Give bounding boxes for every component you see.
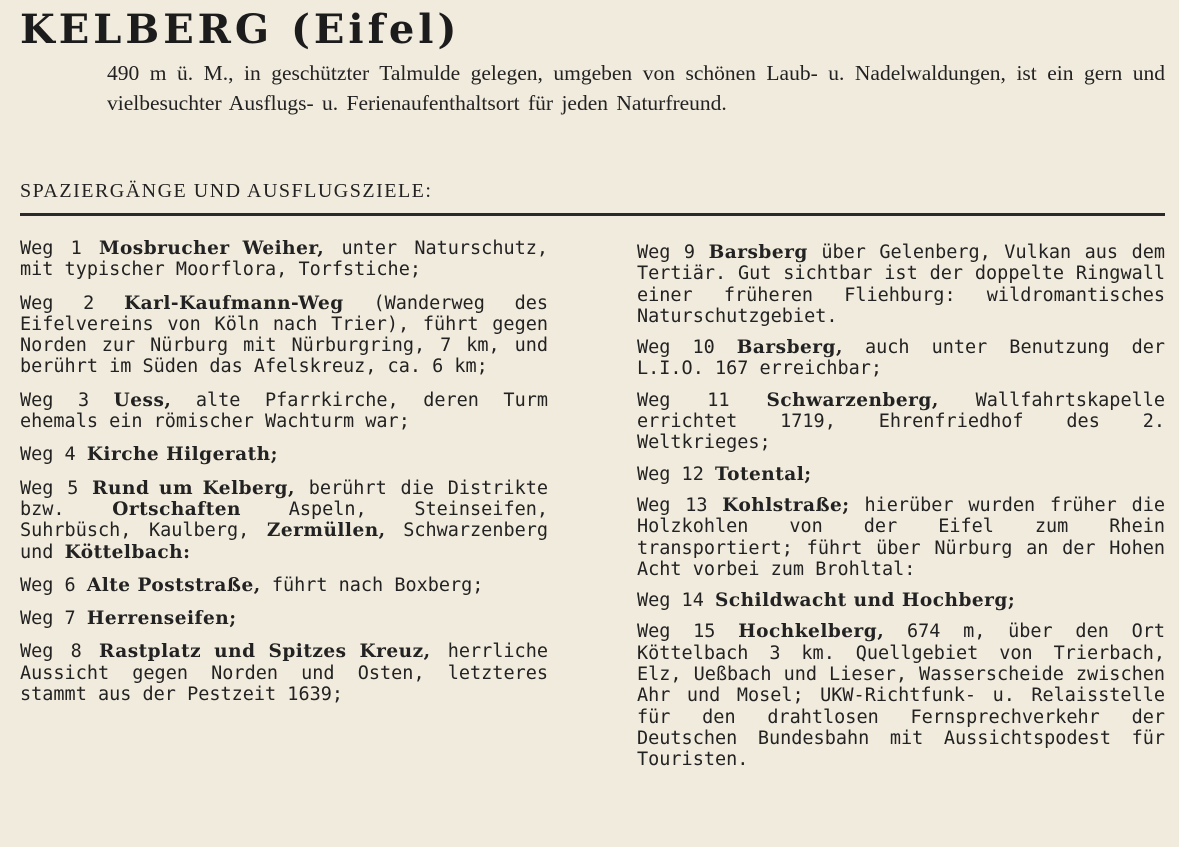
route-label: Weg 1 xyxy=(20,238,82,259)
route-name: Mosbrucher Weiher, xyxy=(98,238,325,259)
route-name: Barsberg xyxy=(708,242,808,263)
route-entry-1 xyxy=(20,238,548,281)
route-entry-3 xyxy=(20,390,548,433)
routes-left-column xyxy=(20,238,548,717)
route-name: Zermüllen, xyxy=(266,520,386,542)
route-label: Weg 6 xyxy=(20,574,76,596)
route-text: Wallfahrtskapelle errichtet 1719, Ehrenfriedhof des 2. Weltkrieges; xyxy=(637,389,1166,454)
route-entry-4 xyxy=(20,444,548,465)
route-entry-9 xyxy=(637,242,1165,327)
route-label: Weg 8 xyxy=(20,641,82,663)
route-name: Barsberg, xyxy=(736,337,843,359)
route-text: Aspeln, Steinseifen, Suhrbüsch, Kaulberg, xyxy=(20,498,548,542)
route-label: Weg 14 xyxy=(637,590,704,612)
route-name: Uess, xyxy=(113,389,172,411)
route-name: Rund um Kelberg, xyxy=(92,477,295,499)
section-heading: SPAZIERGÄNGE UND AUSFLUGSZIELE: xyxy=(20,180,433,202)
routes-right-column xyxy=(637,242,1165,781)
route-name: Hochkelberg, xyxy=(738,621,885,643)
route-text: hierüber wurden früher die Holzkohlen von der Eifel zum Rhein transportiert; führt über Nürburg an der Hohen Acht vorbei zum Brohltal: xyxy=(637,494,1166,580)
intro-paragraph: 490 m ü. M., in geschützter Talmulde gelegen, umgeben von schönen Laub- u. Nadelwaldungen, ist ein gern und vielbesuchter Ausflugs- u. Ferienaufenthaltsort für jeden Naturfreund. xyxy=(107,61,1165,115)
route-text: auch unter Benutzung der L.I.O. 167 erreichbar; xyxy=(637,337,1166,380)
route-text: führt nach Boxberg; xyxy=(271,574,484,596)
route-entry-12 xyxy=(637,464,1165,485)
route-entry-10 xyxy=(637,337,1165,380)
route-name: Schwarzenberg, xyxy=(766,389,939,411)
route-name: Ortschaften xyxy=(112,498,241,520)
route-label: Weg 12 xyxy=(637,463,704,485)
route-text: unter Naturschutz, mit typischer Moorflora, Torfstiche; xyxy=(20,238,549,281)
route-text: Schwarzenberg und xyxy=(20,520,549,563)
route-entry-14 xyxy=(637,590,1165,611)
route-entry-13 xyxy=(637,495,1165,580)
route-entry-11 xyxy=(637,390,1165,454)
route-entry-15 xyxy=(637,621,1165,770)
route-entry-6 xyxy=(20,575,548,596)
route-name: Köttelbach: xyxy=(64,541,191,563)
route-text: über Gelenberg, Vulkan aus dem Tertiär. Gut sichtbar ist der doppelte Ringwall einer früheren Fliehburg: wildromantisches Naturschutzgebiet. xyxy=(637,242,1166,327)
route-name: Alte Poststraße, xyxy=(86,574,261,596)
page-title: KELBERG (Eifel) xyxy=(20,6,461,53)
route-text: (Wanderweg des Eifelvereins von Köln nach Trier), führt gegen Norden zur Nürburg mit Nürburgring, 7 km, und berührt im Süden das Afelskreuz, ca. 6 km; xyxy=(20,292,549,378)
route-label: Weg 7 xyxy=(20,608,76,630)
route-entry-8 xyxy=(20,641,548,705)
route-name: Kirche Hilgerath; xyxy=(86,444,278,466)
route-text: alte Pfarrkirche, deren Turm ehemals ein römischer Wachturm war; xyxy=(20,389,548,433)
route-text: berührt die Distrikte bzw. xyxy=(20,477,548,520)
route-name: Karl-Kaufmann-Weg xyxy=(124,292,344,314)
route-name: Rastplatz und Spitzes Kreuz, xyxy=(98,641,431,663)
route-name: Schildwacht und Hochberg; xyxy=(714,590,1016,612)
route-label: Weg 5 xyxy=(20,477,79,499)
route-label: Weg 9 xyxy=(637,242,696,263)
route-entry-7 xyxy=(20,608,548,629)
route-name: Kohlstraße; xyxy=(722,494,850,516)
route-name: Totental; xyxy=(714,463,812,485)
route-label: Weg 2 xyxy=(20,292,95,314)
route-text: herrliche Aussicht gegen Norden und Osten, letzteres stammt aus der Pestzeit 1639; xyxy=(20,641,548,706)
route-label: Weg 3 xyxy=(20,389,90,411)
route-label: Weg 4 xyxy=(20,444,76,466)
route-label: Weg 10 xyxy=(637,337,715,359)
route-entry-5 xyxy=(20,478,548,563)
route-label: Weg 13 xyxy=(637,494,708,516)
heading-rule xyxy=(20,213,1165,216)
route-text: 674 m, über den Ort Köttelbach 3 km. Quellgebiet von Trierbach, Elz, Ueßbach und Lieser, Wasserscheide zwischen Ahr und Mosel; UKW-Richtfunk- u. Relaisstelle für den drahtlosen Fernsprechverkehr der Deutschen Bundesbahn mit Aussichtspodest für Touristen. xyxy=(637,621,1166,771)
route-entry-2 xyxy=(20,293,548,378)
route-label: Weg 11 xyxy=(637,389,730,411)
route-label: Weg 15 xyxy=(637,621,716,643)
route-name: Herrenseifen; xyxy=(86,608,237,630)
